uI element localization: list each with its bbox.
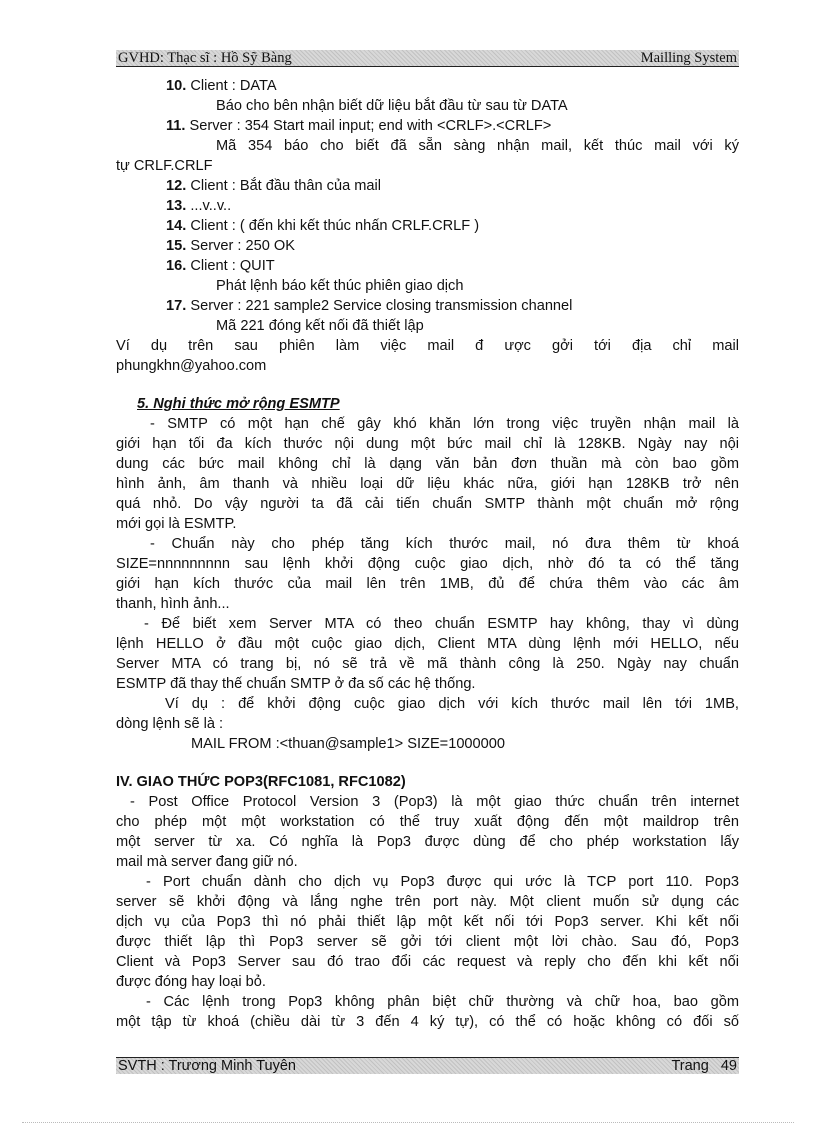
s5-p2-line: giới hạn kích thước của mail lên trên 1MB, đủ để chứa thêm vào các âm [116,576,739,592]
step-17-note: Mã 221 đóng kết nối đã thiết lập [216,318,424,334]
s4-p3-line: - Các lệnh trong Pop3 không phân biệt chữ thường và chữ hoa, bao gồm [146,994,739,1010]
step-11-note: Mã 354 báo cho biết đã sẵn sàng nhận mail, kết thúc mail với ký [216,138,739,154]
s4-p1-line: - Post Office Protocol Version 3 (Pop3) là một giao thức chuẩn trên internet [130,794,739,810]
s5-p3-line: lệnh HELLO ở đầu một cuộc giao dịch, Client MTA dùng lệnh mới HELLO, nếu [116,636,739,652]
s4-p2-line: được đóng hay loại bỏ. [116,974,266,990]
s4-p1-line: một server từ xa. Có nghĩa là Pop3 được dùng để cho phép workstation lấy [116,834,739,850]
s4-p2-line: được thiết lập thì Pop3 server sẽ gởi tới client một lời chào. Sau đó, Pop3 [116,934,739,950]
page-header [116,50,739,67]
page-footer [116,1057,739,1074]
s5-p1-line: mới gọi là ESMTP. [116,516,237,532]
step-13: 13. ...v..v.. [166,198,232,214]
header-supervisor: GVHD: Thạc sĩ : Hồ Sỹ Bàng [118,50,292,66]
step-17: 17. Server : 221 sample2 Service closing transmission channel [166,298,573,314]
s5-p3-line: ESMTP đã thay thế chuẩn SMTP ở đa số các hệ thống. [116,676,476,692]
step-16: 16. Client : QUIT [166,258,275,274]
s4-p1-line: cho phép một một workstation có thể truy xuất động đến một maildrop trên [116,814,739,830]
step-11-note-cont: tự CRLF.CRLF [116,158,213,174]
footer-author: SVTH : Trương Minh Tuyên [118,1058,296,1074]
header-title: Mailling System [640,50,737,66]
step-16-note: Phát lệnh báo kết thúc phiên giao dịch [216,278,464,294]
step-12: 12. Client : Bắt đầu thân của mail [166,178,381,194]
s5-p1-line: - SMTP có một hạn chế gây khó khăn lớn trong việc truyền nhận mail là [150,416,739,432]
s5-p1-line: giới hạn tối đa kích thước nội dung một bức mail chỉ là 128KB. Ngày nay nội [116,436,739,452]
example-email: phungkhn@yahoo.com [116,358,267,374]
s4-p2-line: - Port chuẩn dành cho dịch vụ Pop3 được qui ước là TCP port 110. Pop3 [146,874,739,890]
s4-p2-line: server sẽ khởi động và lắng nghe trên port này. Một client muốn sử dụng các [116,894,739,910]
s5-p2-line: thanh, hình ảnh... [116,596,230,612]
step-11: 11. Server : 354 Start mail input; end with <CRLF>.<CRLF> [166,118,552,134]
section-iv-heading: IV. GIAO THỨC POP3(RFC1081, RFC1082) [116,774,406,790]
section-5-heading: 5. Nghi thức mở rộng ESMTP [137,396,340,412]
s5-p2-line: - Chuẩn này cho phép tăng kích thước mail, nó đưa thêm từ khoá [150,536,739,552]
s5-p4-line: Ví dụ : để khởi động cuộc giao dịch với kích thước mail lên tới 1MB, [165,696,739,712]
step-14: 14. Client : ( đến khi kết thúc nhấn CRLF.CRLF ) [166,218,480,234]
example-command: MAIL FROM :<thuan@sample1> SIZE=1000000 [191,736,506,752]
page-number: Trang 49 [671,1058,737,1074]
s5-p2-line: SIZE=nnnnnnnnn sau lệnh khởi động cuộc giao dịch, nhờ đó ta có thể tăng [116,556,739,572]
page-body [116,76,739,1032]
step-15: 15. Server : 250 OK [166,238,295,254]
s5-p3-line: - Để biết xem Server MTA có theo chuẩn ESMTP hay không, thay vì dùng [144,616,739,632]
s5-p1-line: quá nhỏ. Do vậy người ta đã cải tiến chuẩn SMTP thành một chuẩn mở rộng [116,496,739,512]
s5-p4-line: dòng lệnh sẽ là : [116,716,224,732]
step-10-note: Báo cho bên nhận biết dữ liệu bắt đầu từ sau từ DATA [216,98,568,114]
s5-p1-line: hình ảnh, âm thanh và nhiều loại dữ liệu khác nữa, giới hạn 128KB trở nên [116,476,739,492]
s5-p1-line: dung các bức mail không chỉ là dạng văn bản đơn thuần mà còn bao gồm [116,456,739,472]
step-10: 10. Client : DATA [166,78,277,94]
example-line: Ví dụ trên sau phiên làm việc mail đ ược gởi tới địa chỉ mail [116,338,739,354]
s5-p3-line: Server MTA có trang bị, nó sẽ trả về mã thành công là 250. Ngày nay chuẩn [116,656,739,672]
s4-p2-line: dịch vụ của Pop3 thì nó phải thiết lập một kết nối tới Pop3 server. Khi kết nối [116,914,739,930]
s4-p2-line: Client và Pop3 Server sau đó trao đổi các request và reply cho đến khi kết nối [116,954,739,970]
s4-p1-line: mail mà server đang giữ nó. [116,854,298,870]
s4-p3-line: một tập từ khoá (chiều dài từ 3 đến 4 ký tự), có thể có hoặc không có đối số [116,1014,739,1030]
